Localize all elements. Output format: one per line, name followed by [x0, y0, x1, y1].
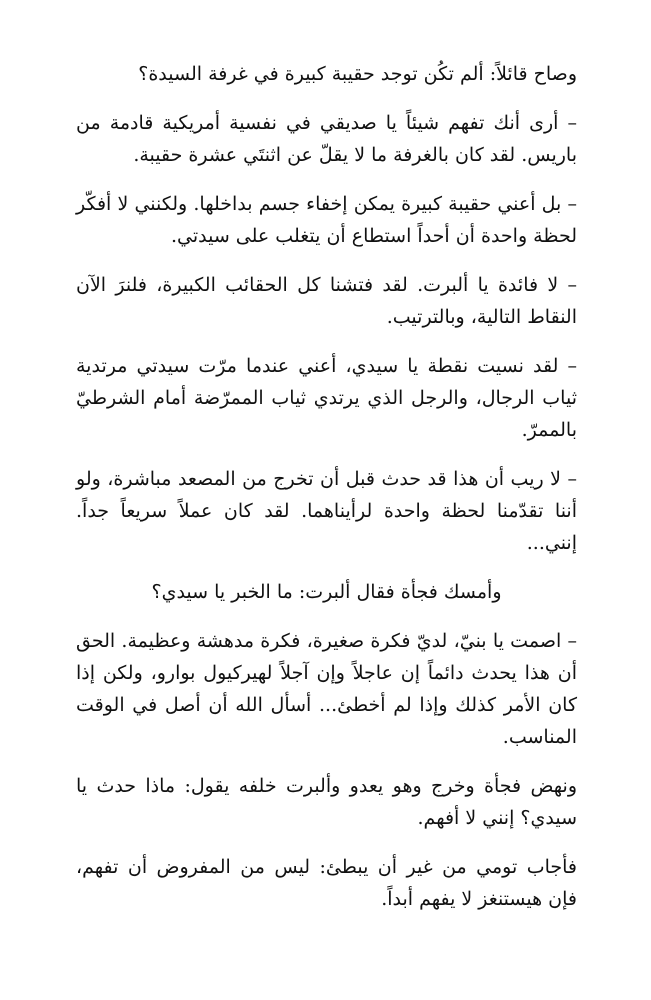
paragraph-7: وأمسك فجأة فقال ألبرت: ما الخبر يا سيدي؟ — [151, 581, 502, 603]
paragraph-3: – بل أعني حقيبة كبيرة يمكن إخفاء جسم بداخلها. ولكنني لا أفكّر لحظة واحدة أن أحداً استطاع أن يتغلب على سيدتي. — [76, 193, 577, 247]
paragraph-1: وصاح قائلاً: ألم تكُن توجد حقيبة كبيرة في غرفة السيدة؟ — [138, 63, 577, 85]
paragraph-6: – لا ريب أن هذا قد حدث قبل أن تخرج من المصعد مباشرة، ولو أننا تقدّمنا لحظة واحدة لرأيناهما. لقد كان عملاً سريعاً جداً. إنني... — [76, 468, 577, 554]
paragraph-9: ونهض فجأة وخرج وهو يعدو وألبرت خلفه يقول: ماذا حدث يا سيدي؟ إنني لا أفهم. — [76, 775, 577, 829]
paragraph-4: – لا فائدة يا ألبرت. لقد فتشنا كل الحقائب الكبيرة، فلنرَ الآن النقاط التالية، وبالترتيب. — [76, 274, 577, 328]
paragraph-5: – لقد نسيت نقطة يا سيدي، أعني عندما مرّت سيدتي مرتدية ثياب الرجال، والرجل الذي يرتدي ثياب الممرّضة أمام الشرطيّ بالممرّ. — [76, 355, 577, 441]
paragraph-2: – أرى أنك تفهم شيئاً يا صديقي في نفسية أمريكية قادمة من باريس. لقد كان بالغرفة ما لا يقلّ عن اثنتَي عشرة حقيبة. — [76, 112, 577, 166]
paragraph-8: – اصمت يا بنيّ، لديّ فكرة صغيرة، فكرة مدهشة وعظيمة. الحق أن هذا يحدث دائماً إن عاجلاً وإن آجلاً لهيركيول بوارو، ولكن إذا كان الأمر كذلك وإذا لم أخطئ... أسأل الله أن أصل في الوقت المناسب. — [76, 630, 577, 748]
paragraph-10: فأجاب تومي من غير أن يبطئ: ليس من المفروض أن تفهم، فإن هيستنغز لا يفهم أبداً. — [76, 856, 577, 910]
